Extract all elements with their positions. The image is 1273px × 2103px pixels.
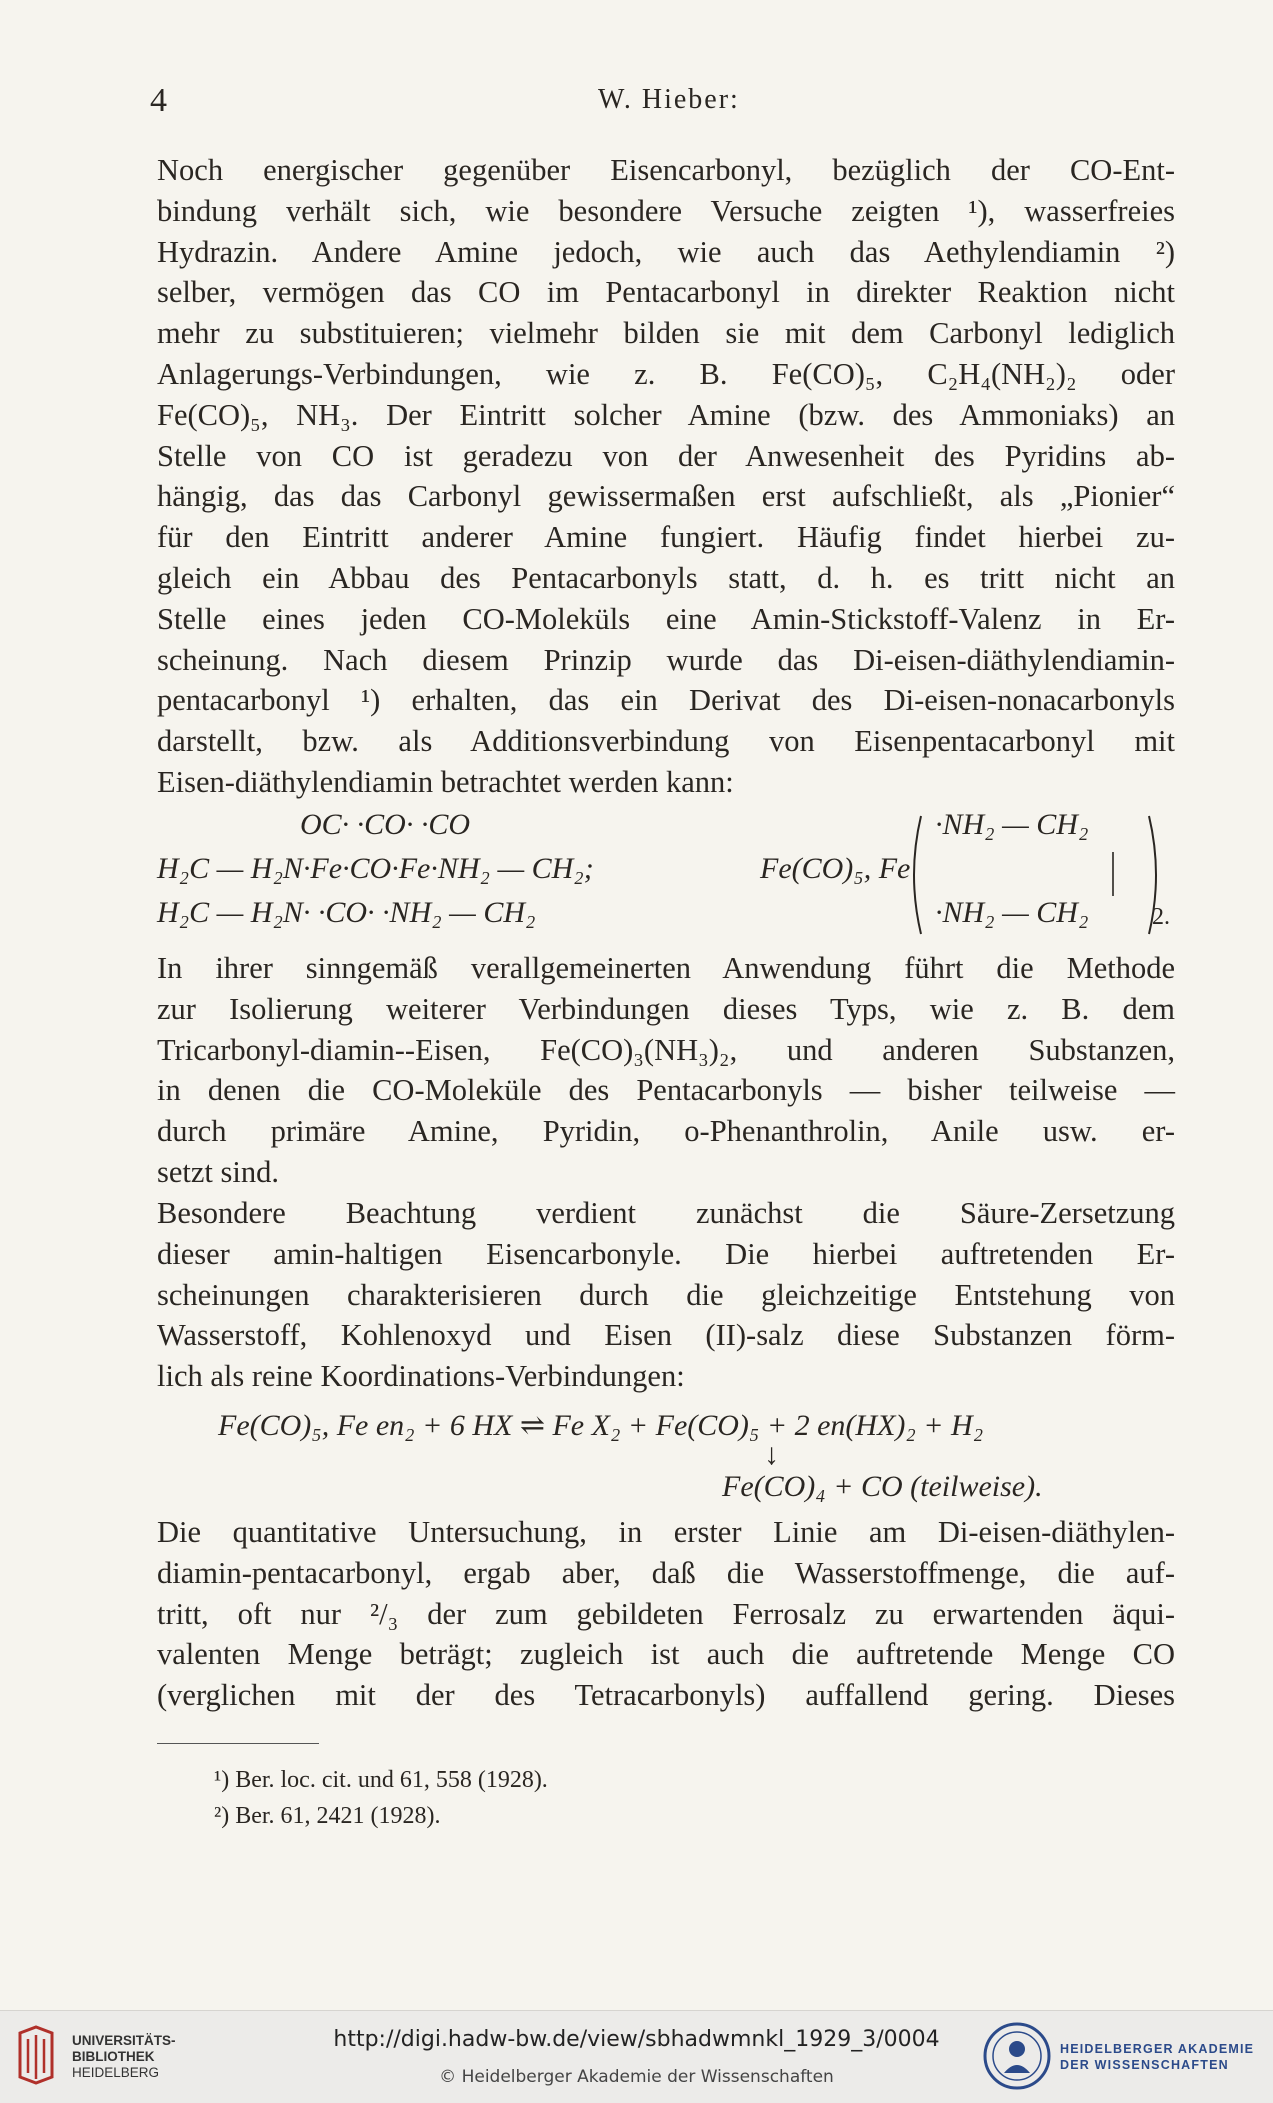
text-line: selber, vermögen das CO im Pentacarbonyl in direkter Reaktion nicht bbox=[157, 275, 1175, 310]
university-line-2: BIBLIOTHEK bbox=[72, 2049, 155, 2064]
university-line-3: HEIDELBERG bbox=[72, 2065, 160, 2080]
equation-arrow: ↓ bbox=[764, 1438, 779, 1471]
formula-right-row-1: ·NH₂ — CH₂ bbox=[935, 808, 1089, 841]
text-line: tritt, oft nur ²/₃ der zum gebildeten Ferrosalz zu erwartenden äqui- bbox=[157, 1596, 1175, 1631]
formula-subscript: 2. bbox=[1152, 904, 1170, 930]
paragraph-2 bbox=[157, 948, 1175, 1193]
footnote-1: ¹) Ber. loc. cit. und 61, 558 (1928). bbox=[214, 1767, 548, 1793]
text-line: Stelle von CO ist geradezu von der Anwesenheit des Pyridins ab- bbox=[157, 438, 1175, 473]
text-line: scheinung. Nach diesem Prinzip wurde das Di-eisen-diäthylendiamin- bbox=[157, 642, 1175, 677]
text-line: in denen die CO-Moleküle des Pentacarbonyls — bisher teilweise — bbox=[157, 1073, 1175, 1108]
academy-line-2: DER WISSENSCHAFTEN bbox=[1060, 2058, 1229, 2072]
equation-line-2: Fe(CO)₄ + CO (teilweise). bbox=[722, 1470, 1043, 1503]
text-line: Tricarbonyl-diamin--Eisen, Fe(CO)₃(NH₃)₂, und anderen Substanzen, bbox=[157, 1032, 1175, 1067]
text-line: durch primäre Amine, Pyridin, o-Phenanthrolin, Anile usw. er- bbox=[157, 1114, 1175, 1149]
paragraph-3 bbox=[157, 1193, 1175, 1397]
page-number: 4 bbox=[150, 82, 167, 119]
paragraph-4 bbox=[157, 1512, 1175, 1716]
university-line-1: UNIVERSITÄTS- bbox=[72, 2033, 176, 2048]
formula-right-row-3: ·NH₂ — CH₂ bbox=[935, 896, 1089, 929]
text-line: Wasserstoff, Kohlenoxyd und Eisen (II)-salz diese Substanzen förm- bbox=[157, 1318, 1175, 1353]
text-line: darstellt, bzw. als Additionsverbindung von Eisenpentacarbonyl mit bbox=[157, 724, 1175, 759]
text-line: zur Isolierung weiterer Verbindungen dieses Typs, wie z. B. dem bbox=[157, 991, 1175, 1026]
text-line: setzt sind. bbox=[157, 1154, 279, 1189]
text-line: dieser amin-haltigen Eisencarbonyle. Die hierbei auftretenden Er- bbox=[157, 1236, 1175, 1271]
text-line: hängig, das das Carbonyl gewissermaßen erst aufschließt, als „Pionier“ bbox=[157, 479, 1175, 514]
text-line: für den Eintritt anderer Amine fungiert. Häufig findet hierbei zu- bbox=[157, 520, 1175, 555]
formula-row-3: H₂C — H₂N· ·CO· ·NH₂ — CH₂ bbox=[157, 896, 536, 929]
footnote-divider bbox=[157, 1743, 319, 1744]
paragraph-1 bbox=[157, 150, 1175, 803]
text-line: mehr zu substituieren; vielmehr bilden sie mit dem Carbonyl lediglich bbox=[157, 316, 1175, 351]
text-line: pentacarbonyl ¹) erhalten, das ein Derivat des Di-eisen-nonacarbonyls bbox=[157, 683, 1175, 718]
text-line: Hydrazin. Andere Amine jedoch, wie auch das Aethylendiamin ²) bbox=[157, 234, 1175, 269]
formula-row-2: H₂C — H₂N·Fe·CO·Fe·NH₂ — CH₂; bbox=[157, 852, 594, 885]
text-line: (verglichen mit der des Tetracarbonyls) auffallend gering. Dieses bbox=[157, 1678, 1175, 1713]
text-line: scheinungen charakterisieren durch die gleichzeitige Entstehung von bbox=[157, 1277, 1175, 1312]
footnote-2: ²) Ber. 61, 2421 (1928). bbox=[214, 1803, 441, 1829]
formula-row-1: OC· ·CO· ·CO bbox=[300, 808, 471, 841]
running-title: W. Hieber: bbox=[598, 84, 740, 115]
academy-seal-icon bbox=[982, 2021, 1052, 2091]
text-line: Stelle eines jeden CO-Moleküls eine Amin-Stickstoff-Valenz in Er- bbox=[157, 601, 1175, 636]
text-line: Anlagerungs-Verbindungen, wie z. B. Fe(CO)₅, C₂H₄(NH₂)₂ oder bbox=[157, 356, 1175, 391]
text-line: bindung verhält sich, wie besondere Versuche zeigten ¹), wasserfreies bbox=[157, 193, 1175, 228]
copyright-notice: © Heidelberger Akademie der Wissenschaften bbox=[439, 2067, 834, 2087]
text-line: In ihrer sinngemäß verallgemeinerten Anwendung führt die Methode bbox=[157, 951, 1175, 985]
permalink-url[interactable]: http://digi.hadw-bw.de/view/sbhadwmnkl_1929_3/0004 bbox=[333, 2027, 940, 2052]
text-line: valenten Menge beträgt; zugleich ist auch die auftretende Menge CO bbox=[157, 1637, 1175, 1672]
text-line: Eisen-diäthylendiamin betrachtet werden kann: bbox=[157, 764, 734, 799]
equation-line-1: Fe(CO)₅, Fe en₂ + 6 HX ⇌ Fe X₂ + Fe(CO)₅ + 2 en(HX)₂ + H₂ bbox=[218, 1409, 984, 1442]
text-line: Besondere Beachtung verdient zunächst die Säure-Zersetzung bbox=[157, 1196, 1175, 1230]
text-line: Noch energischer gegenüber Eisencarbonyl, bezüglich der CO-Ent- bbox=[157, 153, 1175, 187]
text-line: lich als reine Koordinations-Verbindungen: bbox=[157, 1359, 685, 1394]
text-line: gleich ein Abbau des Pentacarbonyls statt, d. h. es tritt nicht an bbox=[157, 560, 1175, 595]
text-line: Fe(CO)₅, NH₃. Der Eintritt solcher Amine (bzw. des Ammoniaks) an bbox=[157, 397, 1175, 432]
text-line: diamin-pentacarbonyl, ergab aber, daß die Wasserstoffmenge, die auf- bbox=[157, 1555, 1175, 1590]
footer-bar bbox=[0, 2010, 1273, 2103]
academy-line-1: HEIDELBERGER AKADEMIE bbox=[1060, 2042, 1255, 2056]
academy-name bbox=[1060, 2041, 1254, 2073]
formula-right-prefix: Fe(CO)₅, Fe bbox=[760, 852, 911, 885]
text-line: Die quantitative Untersuchung, in erster Linie am Di-eisen-diäthylen- bbox=[157, 1515, 1175, 1549]
